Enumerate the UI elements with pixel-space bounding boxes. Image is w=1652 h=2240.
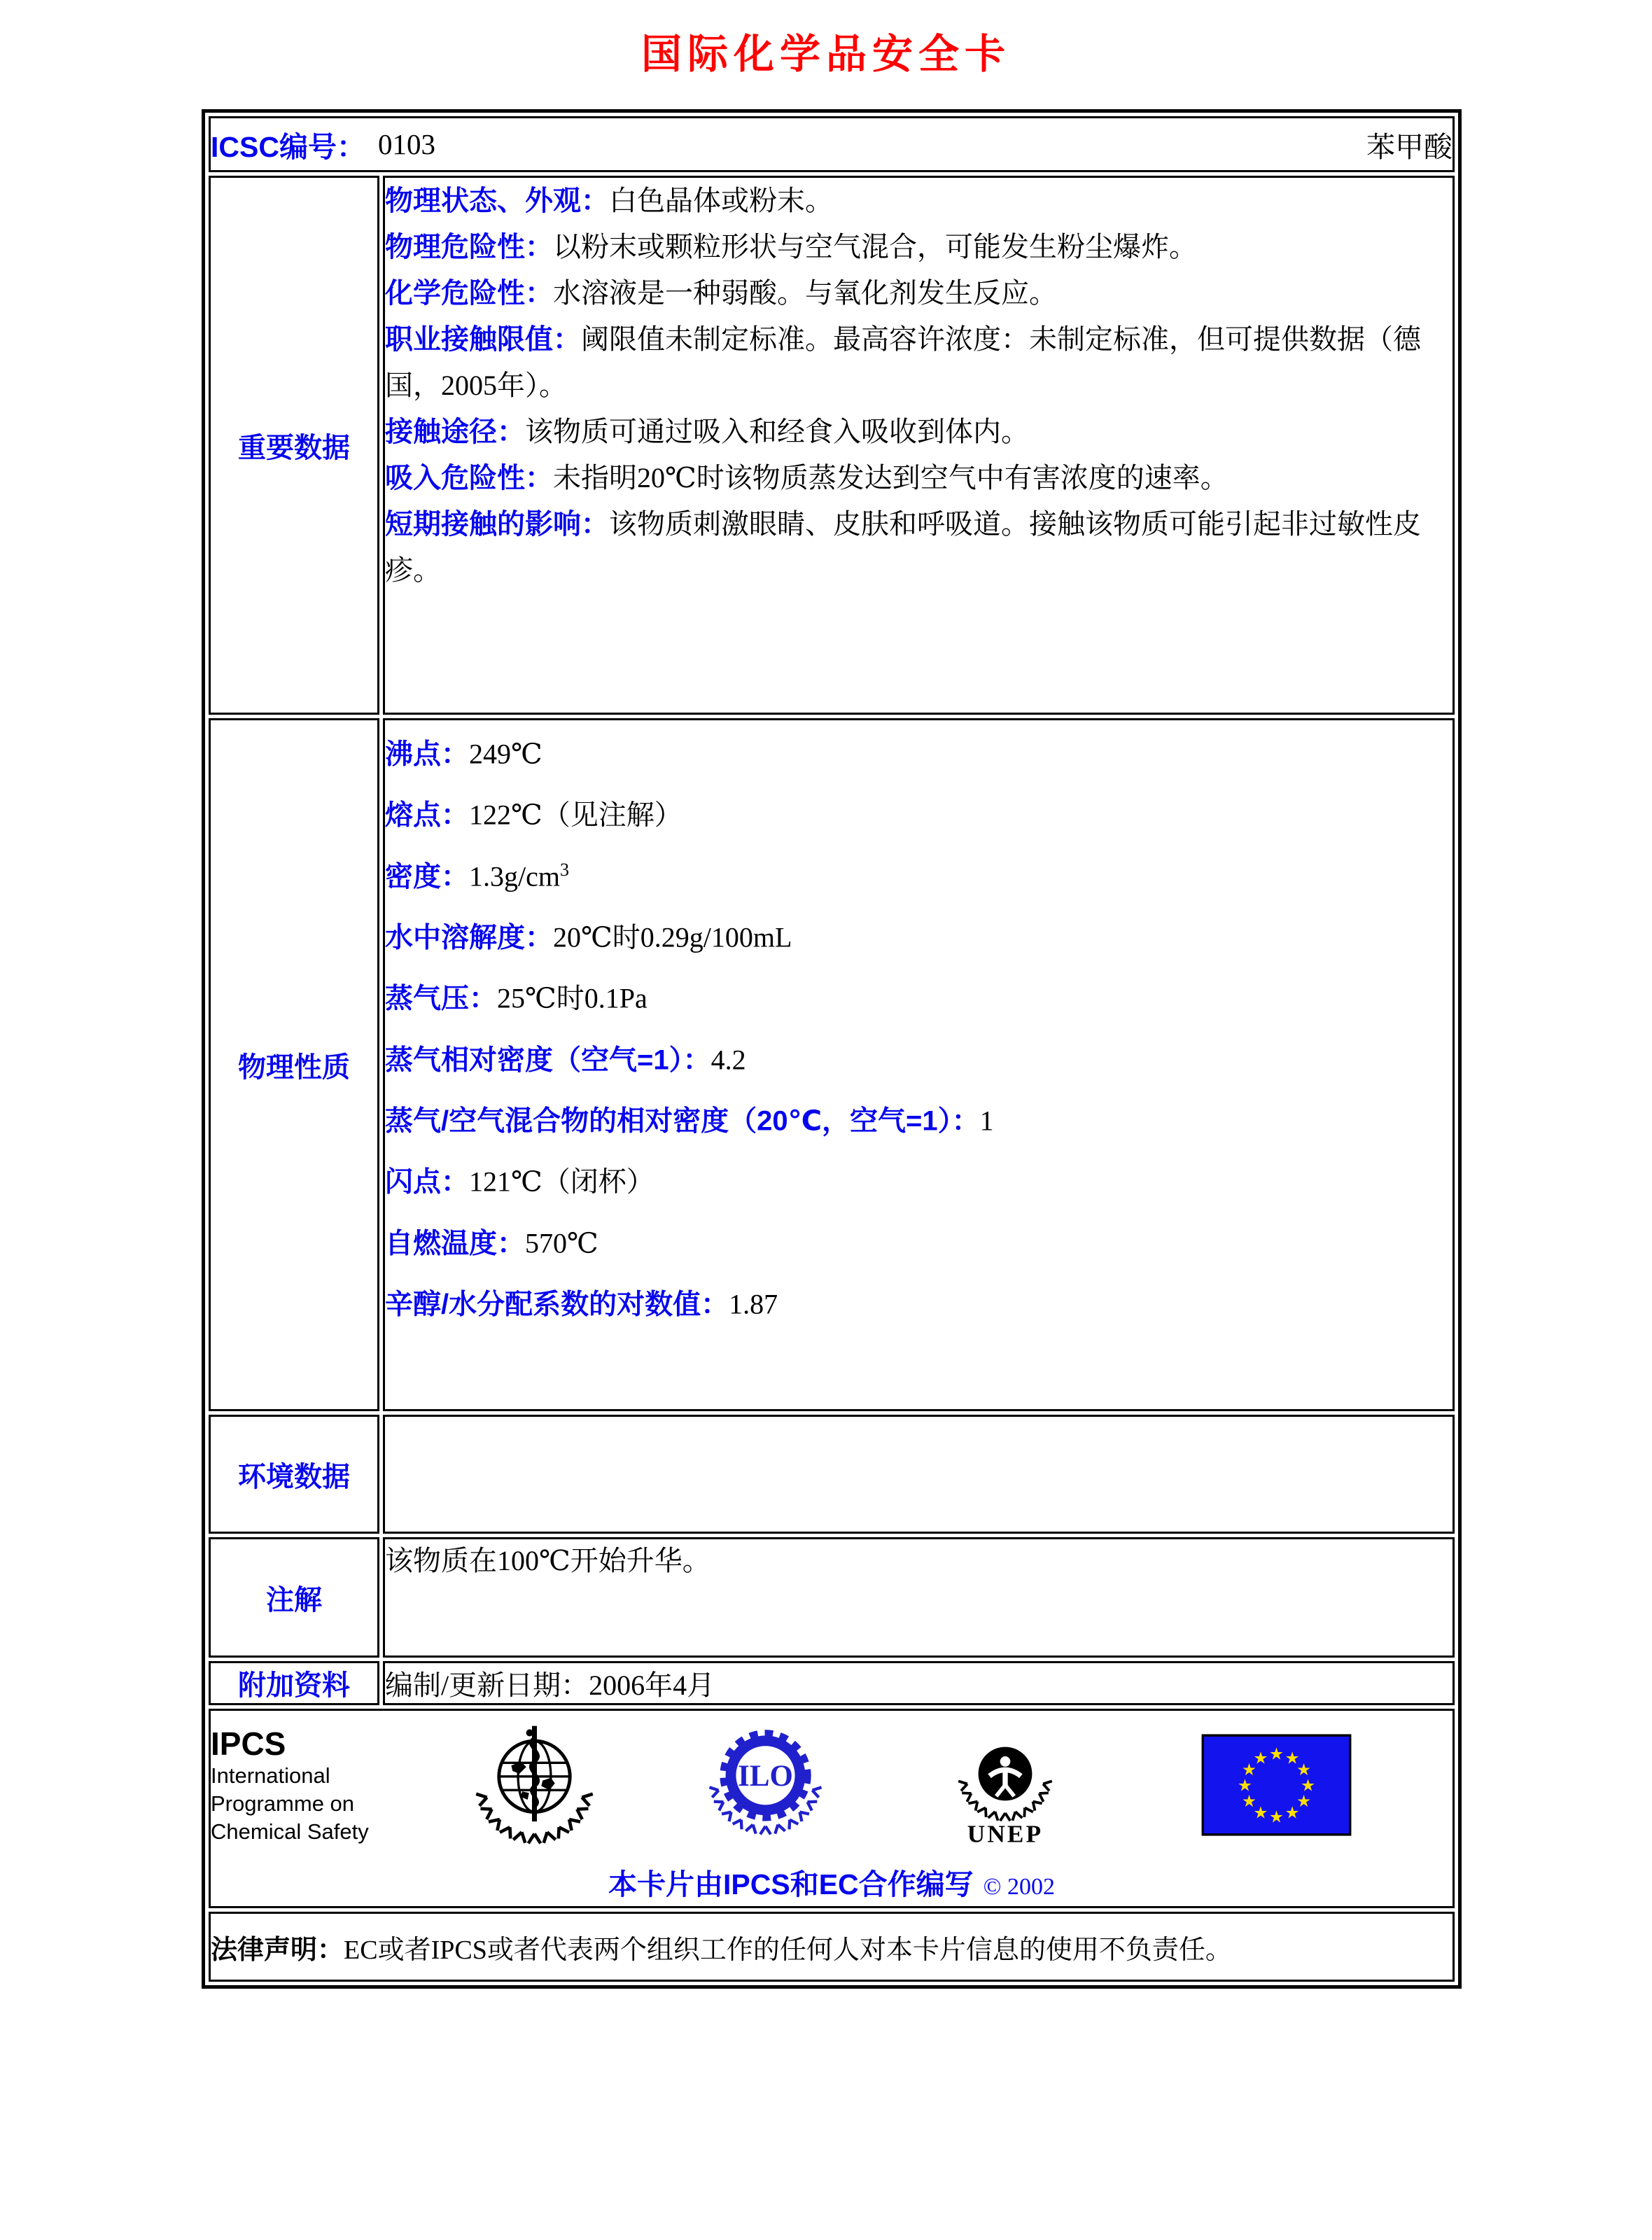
svg-text:★: ★ <box>1253 1802 1268 1823</box>
additional-info-content <box>383 1661 1455 1705</box>
important-item-label: 物理状态、外观： <box>385 186 609 216</box>
important-item-label: 化学危险性： <box>385 278 553 309</box>
svg-text:UNEP: UNEP <box>967 1820 1044 1848</box>
property-label: 水中溶解度： <box>385 922 553 953</box>
important-item <box>385 270 1452 316</box>
svg-text:ILO: ILO <box>738 1760 793 1793</box>
property-row <box>385 720 1452 781</box>
svg-text:★: ★ <box>1284 1748 1300 1768</box>
property-row <box>385 1270 1452 1331</box>
property-value: 1.87 <box>729 1288 778 1320</box>
additional-info-date-label: 编制/更新日期： <box>385 1670 589 1701</box>
property-row <box>385 1210 1452 1270</box>
important-item-text: 以粉末或颗粒形状与空气混合，可能发生粉尘爆炸。 <box>553 231 1197 262</box>
important-item-label: 吸入危险性： <box>385 463 553 493</box>
property-value: 249℃ <box>469 738 542 770</box>
svg-text:★: ★ <box>1284 1802 1300 1823</box>
physical-properties-content <box>383 718 1455 1411</box>
svg-text:★: ★ <box>1253 1748 1268 1768</box>
important-item <box>385 316 1452 409</box>
credit-text: 本卡片由IPCS和EC合作编写 <box>608 1868 974 1900</box>
important-item-label: 物理危险性： <box>385 232 553 262</box>
property-row <box>385 965 1452 1026</box>
svg-text:★: ★ <box>1296 1791 1312 1811</box>
ipcs-subtitle-line: International <box>211 1763 330 1788</box>
legal-label: 法律声明： <box>211 1935 344 1965</box>
property-label: 蒸气/空气混合物的相对密度（20℃，空气=1）： <box>385 1105 980 1137</box>
notes-content-cell <box>383 1537 1455 1658</box>
legal-text: EC或者IPCS或者代表两个组织工作的任何人对本卡片信息的使用不负责任。 <box>344 1935 1232 1965</box>
svg-text:★: ★ <box>1268 1744 1284 1763</box>
row-label-important-data: 重要数据 <box>209 176 379 715</box>
important-item-text: 阈限值未制定标准。最高容许浓度：未制定标准，但可提供数据（德国，2005年）。 <box>385 323 1421 401</box>
property-value: 4.2 <box>710 1043 746 1075</box>
property-label: 熔点： <box>385 799 469 831</box>
icsc-number-value: 0103 <box>377 128 435 160</box>
ipcs-acronym: IPCS <box>211 1726 286 1763</box>
ipcs-block <box>211 1726 396 1846</box>
environmental-data-content <box>383 1415 1455 1534</box>
property-row <box>385 1087 1452 1148</box>
row-label-additional-info: 附加资料 <box>209 1661 379 1705</box>
property-value: 570℃ <box>525 1226 598 1259</box>
row-label-notes: 注解 <box>209 1537 379 1658</box>
svg-text:★: ★ <box>1268 1807 1284 1827</box>
important-item-label: 职业接触限值： <box>385 324 581 355</box>
property-row <box>385 1026 1452 1087</box>
property-label: 自燃温度： <box>385 1227 525 1259</box>
credit-copyright: © 2002 <box>983 1873 1055 1900</box>
important-item-label: 接触途径： <box>385 416 525 447</box>
property-value: 25℃时0.1Pa <box>497 982 648 1014</box>
important-item-text: 该物质刺激眼睛、皮肤和呼吸道。接触该物质可能引起非过敏性皮疹。 <box>385 508 1421 586</box>
additional-info-date-value: 2006年4月 <box>589 1670 715 1701</box>
chemical-name: 苯甲酸 <box>1366 130 1452 163</box>
who-logo-icon <box>466 1716 603 1856</box>
ilo-logo-icon <box>708 1720 823 1853</box>
notes-content: 该物质在100℃开始升华。 <box>385 1545 710 1576</box>
credit-line <box>211 1861 1452 1903</box>
important-item-label: 短期接触的影响： <box>385 509 609 540</box>
property-label: 蒸气压： <box>385 983 497 1014</box>
property-label: 闪点： <box>385 1166 469 1198</box>
legal-notice-cell <box>209 1912 1455 1982</box>
svg-text:★: ★ <box>1237 1775 1252 1795</box>
property-value: 1.3g/cm <box>469 860 560 892</box>
row-label-environmental-data: 环境数据 <box>209 1415 379 1534</box>
logos-row <box>211 1715 1452 1858</box>
icsc-page <box>0 21 1652 1965</box>
property-value: 20℃时0.29g/100mL <box>553 921 792 953</box>
ipcs-subtitle-line: Chemical Safety <box>211 1819 369 1844</box>
page-title: 国际化学品安全卡 <box>640 31 1011 77</box>
property-label: 沸点： <box>385 738 469 770</box>
important-item <box>385 224 1452 270</box>
svg-text:★: ★ <box>1241 1759 1257 1779</box>
important-item <box>385 409 1452 455</box>
important-item-text: 水溶液是一种弱酸。与氧化剂发生反应。 <box>553 277 1057 309</box>
card-header-row <box>211 124 1452 165</box>
row-label-physical-properties: 物理性质 <box>209 718 379 1411</box>
important-item-text: 未指明20℃时该物质蒸发达到空气中有害浓度的速率。 <box>553 462 1228 493</box>
important-item-text: 白色晶体或粉末。 <box>609 185 833 216</box>
property-row <box>385 904 1452 965</box>
important-item <box>385 501 1452 594</box>
important-item-text: 该物质可通过吸入和经食入吸收到体内。 <box>525 416 1029 447</box>
property-row <box>385 843 1452 904</box>
unep-logo-icon <box>949 1715 1061 1858</box>
important-item <box>385 178 1452 224</box>
logos-row-cell <box>209 1709 1455 1908</box>
icsc-number-label: ICSC编号： <box>211 130 365 163</box>
property-value: 122℃（见注解） <box>469 799 682 831</box>
svg-text:★: ★ <box>1241 1791 1257 1811</box>
svg-text:★: ★ <box>1301 1775 1316 1795</box>
svg-text:★: ★ <box>1296 1759 1312 1779</box>
property-superscript: 3 <box>559 859 569 880</box>
eu-flag-icon <box>1201 1734 1352 1840</box>
property-row <box>385 781 1452 842</box>
ipcs-subtitle-line: Programme on <box>211 1791 355 1816</box>
property-row <box>385 1148 1452 1209</box>
property-label: 蒸气相对密度（空气=1）： <box>385 1044 711 1075</box>
icsc-card-table <box>202 109 1462 1989</box>
property-value: 121℃（闭杯） <box>469 1166 654 1198</box>
important-item <box>385 455 1452 501</box>
property-label: 辛醇/水分配系数的对数值： <box>385 1289 729 1320</box>
important-data-content <box>383 176 1455 715</box>
property-label: 密度： <box>385 860 469 892</box>
property-value: 1 <box>979 1105 994 1137</box>
